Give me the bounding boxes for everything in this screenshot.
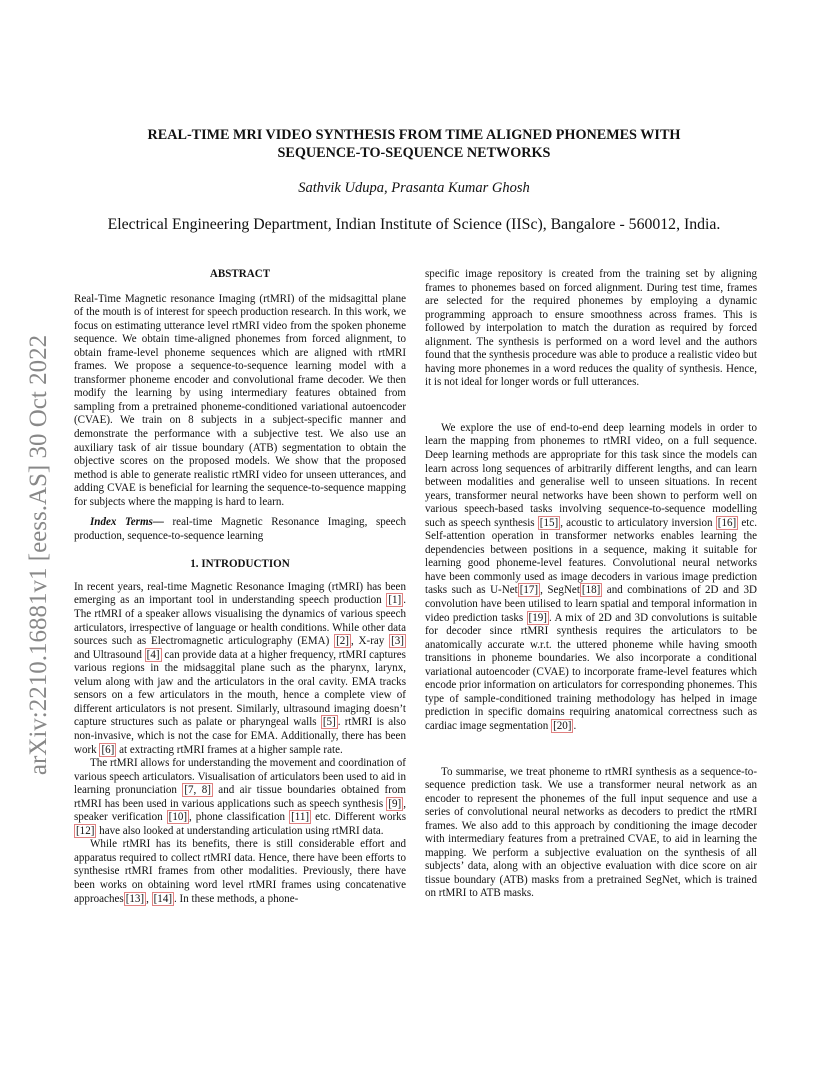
text-run: ,: [146, 892, 152, 905]
text-run: at extracting rtMRI frames at a higher sample rate.: [116, 743, 343, 756]
intro-paragraph-1: [74, 581, 406, 757]
paper-title: [60, 126, 768, 162]
citation-link[interactable]: [16]: [717, 516, 737, 529]
text-run: .: [573, 719, 577, 732]
citation-link[interactable]: [14]: [153, 892, 173, 905]
citation-link[interactable]: [4]: [146, 648, 160, 661]
citation-link[interactable]: [7,: [184, 784, 197, 797]
index-terms-label: Index Terms—: [90, 516, 164, 529]
text-run: and combinations of 2D and 3D convolution have been utilised to learn spatial and temporal information in video prediction tasks: [425, 584, 757, 624]
citation-link[interactable]: 8]: [196, 784, 211, 797]
text-run: , phone classification: [189, 811, 290, 824]
citation-link[interactable]: [5]: [322, 716, 336, 729]
citation-link[interactable]: [18]: [581, 584, 601, 597]
text-run: In recent years, real-time Magnetic Resonance Imaging (rtMRI) has been emerging as an important tool in understanding speech production: [74, 580, 406, 607]
text-run: , SegNet: [540, 584, 580, 597]
text-run: . In these methods, a phone-: [174, 892, 299, 905]
right-paragraph-2: [425, 422, 757, 734]
citation-link[interactable]: [13]: [125, 892, 145, 905]
citation-link[interactable]: [6]: [101, 743, 115, 756]
intro-paragraph-2: [74, 757, 406, 838]
text-run: etc. Different works: [311, 811, 406, 824]
text-run: , speaker verification: [74, 797, 406, 824]
citation-link[interactable]: [20]: [553, 719, 572, 732]
citation-link[interactable]: [15]: [539, 516, 559, 529]
citation-link[interactable]: [11]: [291, 811, 310, 824]
text-run: . A mix of 2D and 3D convolutions is suitable for decoder since rtMRI synthesis requires the articulators to be anatomically accurate w.r.t. the uttered phoneme while having smooth transitions in phoneme boundaries. We also incorporate a conditional variational autoencoder (CVAE) to incorporate frame-level features which encode prior information on articulators for corresponding phonemes. This type of sample-conditioned training methodology has helped in image prediction in specific domains requiring anatomical correctness such as cardiac image segmentation: [425, 611, 757, 732]
citation-link[interactable]: [17]: [519, 584, 539, 597]
index-terms: [74, 516, 406, 543]
citation-link[interactable]: [19]: [528, 611, 547, 624]
abstract-heading: ABSTRACT: [209, 268, 271, 280]
text-run: and air tissue boundaries obtained from rtMRI has been used in various applications such as speech synthesis: [74, 784, 406, 810]
title-line-1: REAL-TIME MRI VIDEO SYNTHESIS FROM TIME ALIGNED PHONEMES WITH: [147, 127, 681, 143]
citation-link[interactable]: [9]: [388, 797, 402, 810]
arxiv-watermark[interactable]: arXiv:2210.16881v1 [eess.AS] 30 Oct 2022: [25, 334, 52, 776]
intro-paragraph-3: [74, 838, 406, 906]
authors: Sathvik Udupa, Prasanta Kumar Ghosh: [298, 180, 530, 196]
affiliation: Electrical Engineering Department, Indian Institute of Science (IISc), Bangalore - 560012, India.: [107, 216, 721, 233]
citation-link[interactable]: [10]: [168, 811, 188, 824]
index-terms-text: real-time Magnetic Resonance Imaging, speech production, sequence-to-sequence learning: [74, 516, 407, 542]
text-run: etc. Self-attention operation in transformer networks enables learning the dependencies between positions in a sequence, making it suitable for learning good phoneme-level features. Convolutional neural networks have been commonly used as image decoders in various image prediction tasks such as U-Net: [425, 516, 758, 597]
text-run: While rtMRI has its benefits, there is still considerable effort and apparatus required to collect rtMRI data. Hence, there have been efforts to synthesise rtMRI frames from other modalities. Previously, there have been works on obtaining word level rtMRI frames using concatenative approaches: [74, 838, 406, 905]
paragraph-gap: [425, 390, 757, 422]
citation-link[interactable]: [3]: [391, 635, 404, 648]
text-run: and Ultrasound: [74, 648, 145, 661]
citation-link[interactable]: [12]: [76, 824, 95, 837]
text-run: , X-ray: [350, 635, 390, 648]
paragraph-gap: [425, 734, 757, 766]
text-run: The rtMRI allows for understanding the movement and coordination of various speech articulators. Visualisation of articulators been used to aid in learning pronunciation: [74, 757, 406, 797]
text-run: , acoustic to articulatory inversion: [560, 516, 716, 529]
text-run: We explore the use of end-to-end deep learning models in order to learn the mapping from phonemes to rtMRI video, on a full sequence. Deep learning methods are appropriate for this task since the models can learn across long sequences of arbitrarily different lengths, and can learn between modalities and generalise well to unseen situations. In recent years, transformer neural networks have been shown to perform well on various speech-based tasks involving sequence-to-sequence modelling such as speech synthesis: [425, 421, 757, 529]
intro-heading: 1. INTRODUCTION: [190, 558, 290, 571]
right-paragraph-1: specific image repository is created from the training set by aligning frames to phonemes based on forced alignment. During test time, frames are selected for the required phonemes by employing a dynamic programming approach to ensure smoothness across frames. This is followed by interpolation to match the duration as required by forced alignment. The synthesis is performed on a word level and the authors found that the synthesis procedure was able to produce a realistic video but having more phonemes in a word reduces the quality of synthesis. Hence, it is not ideal for longer words or full utterances.: [425, 268, 757, 389]
citation-link[interactable]: [2]: [336, 635, 349, 648]
text-run: . rtMRI is also non-invasive, which is not the case for EMA. Additionally, there has been work: [74, 716, 406, 756]
right-column: [425, 268, 757, 901]
left-column: [74, 268, 406, 906]
right-paragraph-3: To summarise, we treat phoneme to rtMRI synthesis as a sequence-to-sequence prediction task. We use a transformer neural network as an encoder to represent the phonemes of the full input sequence and use a series of convolutional neural networks as decoders to predict the rtMRI frames. We also add to this approach by conditioning the image decoder with intermediary features from a pretrained CVAE, to aid in learning the mapping. We perform a subjective evaluation on the synthesis of all subjects’ data, along with an objective evaluation with dice score on air tissue boundary (ATB) masks from a pretrained SegNet, which is trained on rtMRI to ATB masks.: [425, 765, 757, 900]
title-line-2: SEQUENCE-TO-SEQUENCE NETWORKS: [277, 145, 551, 161]
text-run: have also looked at understanding articulation using rtMRI data.: [96, 824, 384, 837]
citation-link[interactable]: [1]: [388, 594, 402, 607]
text-run: . The rtMRI of a speaker allows visualising the dynamics of various speech articulators, irrespective of language or health conditions. While other data sources such as Electromagnetic articulography (EMA): [74, 594, 406, 648]
abstract-text: Real-Time Magnetic resonance Imaging (rtMRI) of the midsagittal plane of the mouth is of interest for speech production research. In this work, we focus on estimating utterance level rtMRI video from the spoken phoneme sequence. We obtain time-aligned phonemes from forced alignment, to obtain frame-level phoneme sequences which are aligned with rtMRI frames. We propose a sequence-to-sequence learning model with a transformer phoneme encoder and convolutional frame decoder. We then modify the learning by using intermediary features obtained from sampling from a pretrained phoneme-conditioned variational autoencoder (CVAE). We train on 8 subjects in a subject-specific manner and demonstrate the performance with a subjective test. We also use an auxiliary task of air tissue boundary (ATB) segmentation to obtain the objective scores on the proposed models. We show that the proposed method is able to generate realistic rtMRI video for unseen utterances, and adding CVAE is beneficial for learning the sequence-to-sequence mapping for subjects where the mapping is hard to learn.: [74, 292, 406, 508]
text-run: can provide data at a higher frequency, rtMRI captures various regions in the midsaggital plane such as the pharynx, larynx, velum along with jaw and the articulators in the oral cavity. EMA tracks sensors on a few articulators in the mouth, hence a complete view of different articulators is not present. Similarly, ultrasound imaging doesn’t capture structures such as palate or pharyngeal walls: [74, 648, 406, 729]
